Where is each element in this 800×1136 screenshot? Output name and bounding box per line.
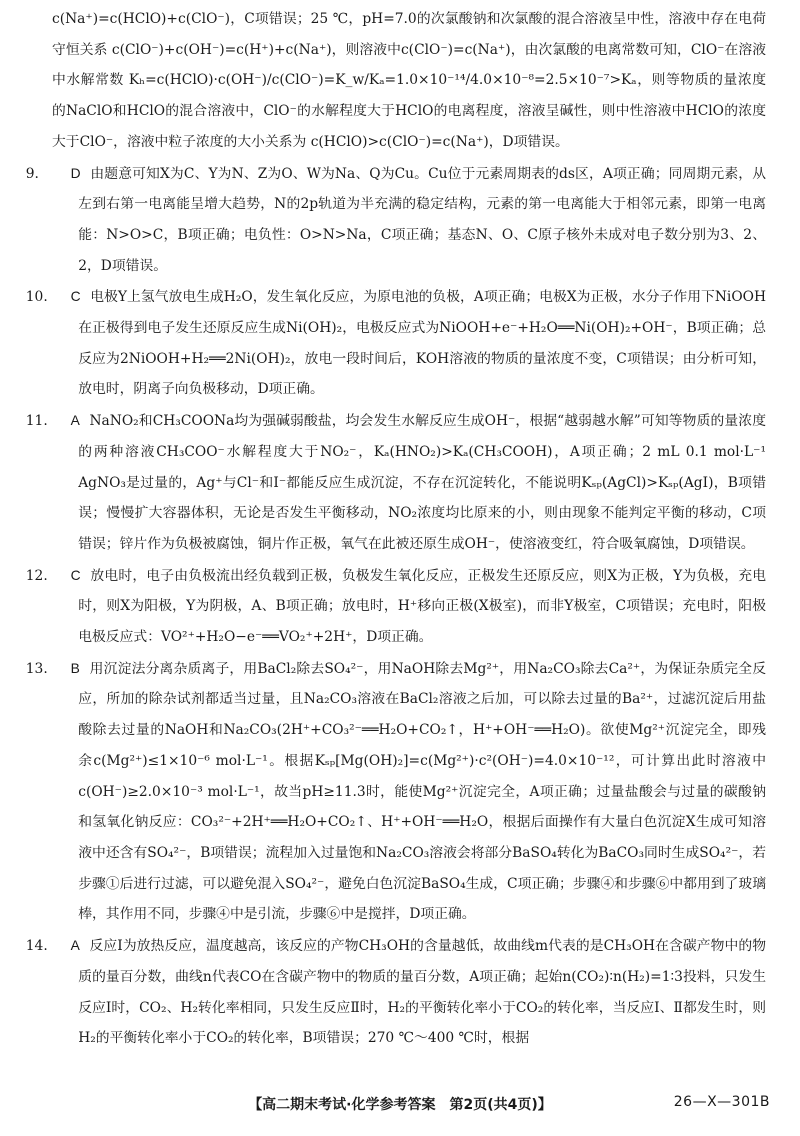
answer-letter: C xyxy=(70,289,81,305)
paragraph-text: 电极Y上氢气放电生成H₂O，发生氧化反应，为原电池的负极，A项正确；电极X为正极，水分子作用下NiOOH在正极得到电子发生还原反应生成Ni(OH)₂，电极反应式为NiOOH+e⁻+H₂O══Ni(OH)₂+OH⁻，B项正确；总反应为2NiOOH+H₂══2Ni(OH)₂，放电一段时间后，KOH溶液的物质的量浓度不变，C项错误；由分析可知，放电时，阴离子向负极移动，D项正确。 xyxy=(78,289,766,398)
document-code: 26—X—301B xyxy=(673,1094,770,1110)
footer-title: 【高二期末考试·化学参考答案 第2页(共4页)】 xyxy=(248,1097,552,1113)
answer-letter: D xyxy=(70,165,81,181)
paragraph-q9 xyxy=(25,159,766,282)
answer-explanations xyxy=(25,4,766,1054)
answer-letter: C xyxy=(70,567,81,583)
question-number: 11. xyxy=(25,413,48,430)
question-number: 10. xyxy=(25,289,48,306)
answer-letter: A xyxy=(70,938,80,954)
paragraph-text: 放电时，电子由负极流出经负载到正极，负极发生氧化反应，正极发生还原反应，则X为正极，Y为负极，充电时，则X为阳极，Y为阴极，A、B项正确；放电时，H⁺移向正极(X极室)，而非Y极室，C项错误；充电时，阳极电极反应式：VO²⁺+H₂O−e⁻══VO₂⁺+2H⁺，D项正确。 xyxy=(78,567,766,646)
question-number: 9. xyxy=(25,165,39,182)
question-number: 13. xyxy=(25,660,48,677)
paragraph-text: 反应Ⅰ为放热反应，温度越高，该反应的产物CH₃OH的含量越低，故曲线m代表的是CH₃OH在含碳产物中的物质的量百分数，曲线n代表CO在含碳产物中的物质的量百分数，A项正确；起始n(CO₂)∶n(H₂)=1∶3投料，只发生反应Ⅰ时，CO₂、H₂转化率相同，只发生反应Ⅱ时，H₂的平衡转化率小于CO₂的转化率，当反应Ⅰ、Ⅱ都发生时，则H₂的平衡转化率小于CO₂的转化率，B项错误；270 ℃～400 ℃时，根据 xyxy=(78,938,766,1047)
paragraph-q12 xyxy=(25,561,766,653)
question-number: 14. xyxy=(25,938,48,955)
paragraph-q13 xyxy=(25,654,766,930)
paragraph-text: NaNO₂和CH₃COONa均为强碱弱酸盐，均会发生水解反应生成OH⁻，根据“越弱越水解”可知等物质的量浓度的两种溶液CH₃COO⁻水解程度大于NO₂⁻，Kₐ(HNO₂)>Kₐ(CH₃COOH)，A项正确；2 mL 0.1 mol·L⁻¹ AgNO₃是过量的，Ag⁺与Cl⁻和I⁻都能反应生成沉淀，不存在沉淀转化，不能说明Kₛₚ(AgCl)>Kₛₚ(AgI)，B项错误；慢慢扩大容器体积，无论是否发生平衡移动，NO₂浓度均比原来的小，则由现象不能判定平衡的移动，C项错误；锌片作为负极被腐蚀，铜片作正极，氧气在此被还原生成OH⁻，使溶液变红，符合吸氧腐蚀，D项错误。 xyxy=(78,413,766,552)
question-number: 12. xyxy=(25,567,48,584)
paragraph-text: 由题意可知X为C、Y为N、Z为O、W为Na、Q为Cu。Cu位于元素周期表的ds区，A项正确；同周期元素，从左到右第一电离能呈增大趋势，N的2p轨道为半充满的稳定结构，元素的第一电离能大于相邻元素，即第一电离能：N>O>C，B项正确；电负性：O>N>Na，C项正确；基态N、O、C原子核外未成对电子数分别为3、2、2，D项错误。 xyxy=(78,165,766,274)
paragraph-text: c(Na⁺)=c(HClO)+c(ClO⁻)，C项错误；25 ℃，pH=7.0的次氯酸钠和次氯酸的混合溶液呈中性，溶液中存在电荷守恒关系 c(ClO⁻)+c(OH⁻)=c(H⁺)+c(Na⁺)，则溶液中c(ClO⁻)=c(Na⁺)，由次氯酸的电离常数可知，ClO⁻在溶液中水解常数 Kₕ=c(HClO)·c(OH⁻)/c(ClO⁻)=K_w/Kₐ=1.0×10⁻¹⁴/4.0×10⁻⁸=2.5×10⁻⁷>Kₐ，则等物质的量浓度的NaClO和HClO的混合溶液中，ClO⁻的水解程度大于HClO的电离程度，溶液呈碱性，则中性溶液中HClO的浓度大于ClO⁻，溶液中粒子浓度的大小关系为 c(HClO)>c(ClO⁻)=c(Na⁺)，D项错误。 xyxy=(52,11,766,150)
paragraph-q14 xyxy=(25,931,766,1054)
answer-letter: B xyxy=(70,660,80,676)
answer-letter: A xyxy=(70,413,80,429)
paragraph-q11 xyxy=(25,406,766,560)
paragraph-text: 用沉淀法分离杂质离子，用BaCl₂除去SO₄²⁻，用NaOH除去Mg²⁺，用Na₂CO₃除去Ca²⁺，为保证杂质完全反应，所加的除杂试剂都适当过量，且Na₂CO₃溶液在BaCl₂溶液之后加，可以除去过量的Ba²⁺，过滤沉淀后用盐酸除去过量的NaOH和Na₂CO₃(2H⁺+CO₃²⁻══H₂O+CO₂↑，H⁺+OH⁻══H₂O)。欲使Mg²⁺沉淀完全，即残余c(Mg²⁺)≤1×10⁻⁶ mol·L⁻¹。根据Kₛₚ[Mg(OH)₂]=c(Mg²⁺)·c²(OH⁻)=4.0×10⁻¹²，可计算出此时溶液中c(OH⁻)≥2.0×10⁻³ mol·L⁻¹，故当pH≥11.3时，能使Mg²⁺沉淀完全，A项正确；过量盐酸会与过量的碳酸钠和氢氧化钠反应：CO₃²⁻+2H⁺══H₂O+CO₂↑、H⁺+OH⁻══H₂O，根据后面操作有大量白色沉淀X生成可知溶液中还含有SO₄²⁻，B项错误；流程加入过量饱和Na₂CO₃溶液会将部分BaSO₄转化为BaCO₃同时生成SO₄²⁻，若步骤①后进行过滤，可以避免混入SO₄²⁻，避免白色沉淀BaSO₄生成，C项正确；步骤④和步骤⑥中都用到了玻璃棒，其作用不同，步骤④中是引流，步骤⑥中是搅拌，D项正确。 xyxy=(78,660,766,923)
paragraph-q10 xyxy=(25,282,766,405)
page-footer xyxy=(0,1094,800,1118)
paragraph-q8-continued xyxy=(52,4,766,158)
